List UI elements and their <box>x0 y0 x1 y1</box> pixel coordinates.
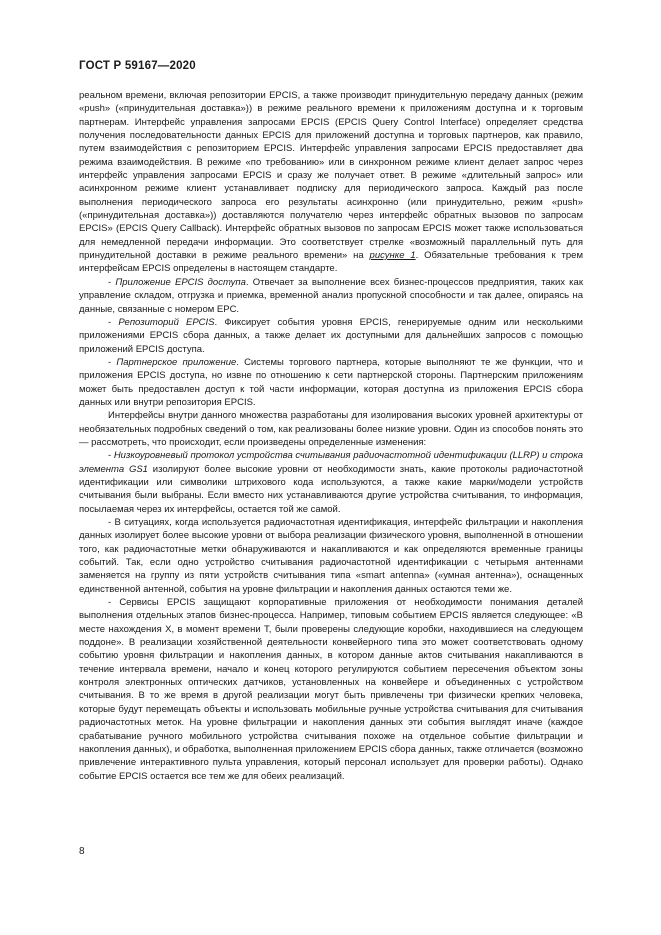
paragraph-text: Интерфейсы внутри данного множества разработаны для изолирования высоких уровней архитектуры от необязательных подробных сведений о том, как реализованы более низкие уровни. Один из способов понять это — рассмотреть, что происходит, если произведены определенные изменения: <box>79 410 583 448</box>
paragraph-text: - Сервисы EPCIS защищают корпоративные приложения от необходимости понимания деталей выполнения отдельных этапов бизнес-процесса. Например, типовым событием EPCIS является следующее: «В месте нахождения X, в момент времени T, были проверены следующие коробки, находившиеся на следующем поддоне». В реализации хозяйственной деятельности конвейерного типа это может соответствовать одному событию уровня фильтрации и накопления данных, в котором данные актов считывания накапливаются в течение интервала времени, начало и конец которого регулируются событием пересечения объектом зоны контроля электронных оптических датчиков, установленных на конвейере и объединенных с устройством считывания. В то же время в другой реализации могут быть привлечены три физически крепких человека, которые будут перемещать объекты и использовать мобильные ручные устройства считывания для считывания радиочастотных меток. На уровне фильтрации и накопления данных эти события выглядят иначе (каждое срабатывание ручного мобильного устройства считывания похоже на отдельное событие фильтрации и накопления данных), и обработка, выполненная приложением EPCIS сбора данных, также отличается (возможно привлечение интерактивного пульта управления, который персонал использует для проверки работы). Однако событие EPCIS остается все тем же для обеих реализаций. <box>79 597 583 782</box>
paragraph <box>79 316 583 356</box>
paragraph-text: . Фиксирует события уровня EPCIS, генерируемые одним или несколькими приложениями EPCIS сбора данных, а также делает их доступными для дальнейших запросов с помощью приложений EPCIS доступа. <box>79 316 583 355</box>
paragraph <box>79 89 583 276</box>
paragraph-text: изолируют более высокие уровни от необходимости знать, какие протоколы радиочастотной идентификации или символики штрихового кода используются, а также какие марки/модели устройств считывания были выбраны. Если вместо них устанавливаются другие устройства считывания, то информация, посылаемая через их интерфейсы, остается той же самой. <box>79 463 583 515</box>
standard-header: ГОСТ Р 59167—2020 <box>79 60 196 72</box>
term-emphasis: Низкоуровневый протокол устройства считывания радиочастотной идентификации (LLRP) и строка элемента GS1 <box>79 450 583 475</box>
paragraph <box>79 449 583 516</box>
paragraph <box>79 596 583 783</box>
paragraph-text: реальном времени, включая репозитории EPCIS, а также производит принудительную передачу данных (режим «push» («принудительная доставка»)) в режиме реального времени к приложениям доступна и к торговым партнерам. Интерфейс управления запросами EPCIS (EPCIS Query Control Interface) определяет средства получения последовательности данных EPCIS для приложений доступна и торговых партнеров, как правило, путем взаимодействия с репозиторием EPCIS. Интерфейс управления запросами EPCIS предоставляет два режима взаимодействия. В режиме «по требованию» или в синхронном режиме клиент делает запрос через интерфейс управления запросами EPCIS и сразу же получает ответ. В режиме «длительный запрос» или асинхронном режиме клиент устанавливает подписку для периодического запроса. Каждый раз после выполнения периодического запроса его результаты асинхронно (или принудительно, режим «push» («принудительная доставка»)) доставляются получателю через интерфейс обратных вызовов по запросам EPCIS» (EPCIS Query Callback). Интерфейс обратных вызовов по запросам EPCIS может также использоваться для немедленной передачи информации. Это соответствует стрелке «возможный параллельный путь для принудительной доставки в режиме реального времени» на <box>79 90 583 262</box>
document-body <box>79 89 583 783</box>
paragraph <box>79 356 583 409</box>
paragraph-text: - В ситуациях, когда используется радиочастотная идентификация, интерфейс фильтрации и накопления данных изолирует более высокие уровни от выбора реализации физического уровня, выполненной в отношении того, как радиочастотные метки обнаруживаются и накапливаются и как определяются временные границы событий. Так, если одно устройство считывания радиочастотной идентификации с четырьмя антеннами заменяется на группу из пяти устройств считывания типа «smart antenna» («умная антенна»), оснащенных единственной антенной, события на уровне фильтрации и накопления данных остаются теми же. <box>79 517 583 595</box>
paragraph <box>79 516 583 596</box>
figure-link[interactable]: рисунке 1 <box>369 250 416 262</box>
paragraph-text: . Отвечает за выполнение всех бизнес-процессов предприятия, таких как управление складом, отгрузка и приемка, временной анализ пропускной способности и так далее, опираясь на данные, связанные с номером EPC. <box>79 276 583 315</box>
paragraph-text: . Обязательные требования к трем интерфейсам EPCIS определены в настоящем стандарте. <box>79 250 583 275</box>
term-emphasis: Партнерское приложение <box>116 356 237 368</box>
paragraph <box>79 409 583 449</box>
page-number: 8 <box>79 846 85 857</box>
paragraph-text: - <box>108 450 114 462</box>
term-emphasis: Репозиторий EPCIS <box>118 316 215 328</box>
term-emphasis: Приложение EPCIS доступа <box>115 276 246 288</box>
paragraph-text: . Системы торгового партнера, которые выполняют те же функции, что и приложения EPCIS доступа, но извне по отношению к сети партнерской стороны. Партнерским приложениям может быть предоставлен доступ к той части информации, которая доступна из приложения EPCIS сбора данных или внутри репозитория EPCIS. <box>79 356 583 408</box>
paragraph-text: - <box>108 356 117 368</box>
paragraph <box>79 276 583 316</box>
paragraph-text: - <box>108 276 116 288</box>
paragraph-text: - <box>108 316 119 328</box>
